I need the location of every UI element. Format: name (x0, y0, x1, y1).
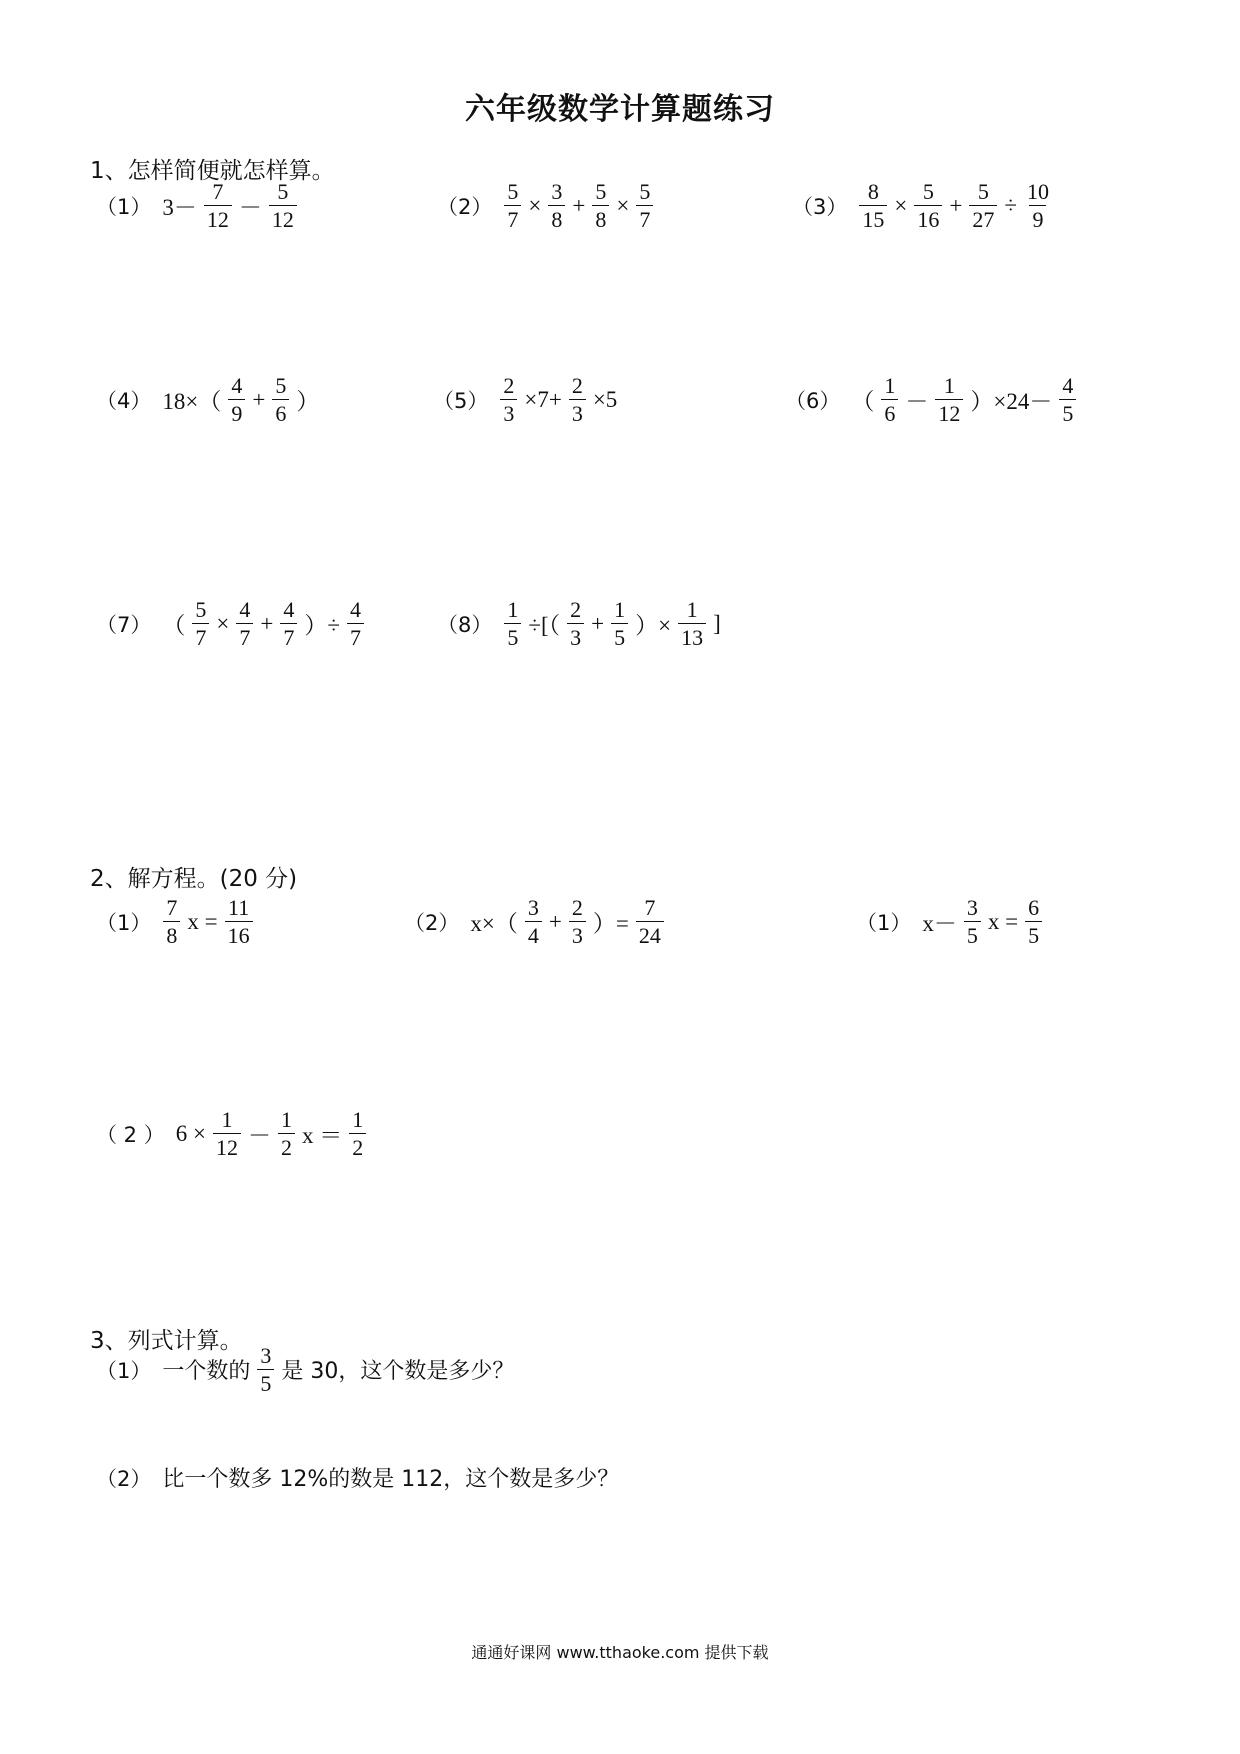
fraction-denominator: 16 (914, 205, 942, 231)
expression-text: × (894, 192, 908, 218)
fraction-denominator: 16 (225, 921, 253, 947)
fraction-numerator: 5 (922, 179, 934, 204)
fraction (678, 598, 706, 649)
expression-text: 18×（ (162, 389, 222, 415)
fraction-denominator: 5 (611, 623, 628, 649)
expression-text: 比一个数多 12%的数是 112，这个数是多少？ (162, 1467, 620, 1492)
page-title: 六年级数学计算题练习 (465, 92, 775, 127)
fraction-numerator: 2 (571, 373, 583, 398)
fraction-denominator: 6 (881, 399, 898, 425)
footer-credit: 通通好课网 www.tthaoke.com 提供下载 (471, 1643, 769, 1662)
problem-label: （1） (856, 910, 912, 935)
fraction (269, 180, 297, 231)
expression-text: ] (713, 610, 721, 636)
fraction (500, 374, 517, 425)
fraction-denominator: 27 (969, 205, 997, 231)
fraction-numerator: 7 (166, 895, 178, 920)
problem-3-2 (96, 1462, 622, 1493)
problem-1-3 (792, 180, 1056, 231)
problem-1-6 (785, 374, 1080, 425)
problem-label: （1） (96, 194, 152, 219)
fraction-numerator: 10 (1026, 179, 1049, 204)
fraction-denominator: 2 (349, 1133, 366, 1159)
problem-label: （6） (785, 388, 841, 413)
fraction-numerator: 7 (644, 895, 656, 920)
problem-1-7 (96, 598, 368, 649)
fraction-denominator: 9 (1029, 205, 1046, 231)
fraction-numerator: 4 (1062, 373, 1074, 398)
problem-label: （4） (96, 388, 152, 413)
fraction-numerator: 5 (275, 373, 287, 398)
fraction (347, 598, 364, 649)
expression-text: ×5 (592, 386, 618, 412)
fraction (525, 896, 542, 947)
expression-text: + (548, 908, 562, 934)
expression-text: + (949, 192, 963, 218)
fraction-numerator: 5 (595, 179, 607, 204)
expression-text: x ＝ (301, 1123, 343, 1149)
expression-text: 是 30，这个数是多少？ (281, 1359, 515, 1385)
problem-2-2 (404, 896, 668, 947)
fraction-denominator: 3 (569, 921, 586, 947)
fraction-denominator: 13 (678, 623, 706, 649)
fraction (636, 180, 653, 231)
problem-3-1 (96, 1344, 517, 1395)
problem-2-3 (856, 896, 1046, 947)
fraction (592, 180, 609, 231)
fraction-numerator: 1 (280, 1107, 292, 1132)
fraction-denominator: 3 (567, 623, 584, 649)
fraction-numerator: 3 (551, 179, 563, 204)
fraction-numerator: 5 (507, 179, 519, 204)
expression-text: x = (187, 908, 218, 934)
problem-2-1 (96, 896, 257, 947)
fraction (236, 598, 253, 649)
fraction-denominator: 7 (347, 623, 364, 649)
fraction-denominator: 5 (257, 1369, 274, 1395)
fraction (504, 180, 521, 231)
expression-text: x = (987, 908, 1019, 934)
fraction-numerator: 2 (571, 895, 583, 920)
fraction-numerator: 2 (503, 373, 515, 398)
fraction (204, 180, 232, 231)
fraction-denominator: 3 (569, 399, 586, 425)
fraction-denominator: 8 (163, 921, 180, 947)
problem-2-4 (96, 1108, 370, 1159)
expression-text: ）×24－ (970, 389, 1053, 415)
fraction (213, 1108, 241, 1159)
fraction-numerator: 4 (231, 373, 243, 398)
section-2-heading: 2、解方程。(20 分) (90, 866, 298, 892)
expression-text: ）÷ (304, 613, 340, 639)
fraction (569, 896, 586, 947)
fraction (569, 374, 586, 425)
fraction (611, 598, 628, 649)
fraction-numerator: 5 (277, 179, 289, 204)
fraction (163, 896, 180, 947)
fraction-numerator: 3 (966, 895, 978, 920)
expression-text: ）= (592, 911, 629, 937)
problem-label: （7） (96, 612, 152, 637)
fraction-numerator: 7 (212, 179, 224, 204)
fraction-numerator: 5 (977, 179, 989, 204)
fraction-denominator: 5 (964, 921, 981, 947)
fraction-denominator: 6 (272, 399, 289, 425)
fraction (272, 374, 289, 425)
fraction-denominator: 5 (504, 623, 521, 649)
fraction-numerator: 3 (260, 1343, 272, 1368)
fraction-numerator: 6 (1028, 895, 1040, 920)
expression-text: × (528, 192, 542, 218)
fraction-numerator: 5 (195, 597, 207, 622)
fraction-numerator: 1 (221, 1107, 233, 1132)
fraction (1024, 180, 1052, 231)
fraction-numerator: 5 (639, 179, 651, 204)
fraction-numerator: 1 (352, 1107, 364, 1132)
expression-text: ）× (635, 613, 672, 639)
fraction-numerator: 4 (283, 597, 295, 622)
fraction (504, 598, 521, 649)
expression-text: ÷ (1004, 192, 1017, 218)
fraction (257, 1344, 274, 1395)
expression-text: + (591, 610, 605, 636)
fraction (969, 180, 997, 231)
problem-1-1 (96, 180, 301, 231)
problem-label: （1） (96, 1358, 152, 1383)
fraction-denominator: 7 (280, 623, 297, 649)
expression-text: x×（ (470, 911, 518, 937)
fraction (192, 598, 209, 649)
fraction-denominator: 8 (548, 205, 565, 231)
expression-text: + (252, 386, 266, 412)
fraction-numerator: 1 (507, 597, 519, 622)
expression-text: ÷[（ (528, 613, 561, 639)
problem-label: （2） (404, 910, 460, 935)
fraction (636, 896, 664, 947)
fraction-denominator: 15 (859, 205, 887, 231)
fraction-numerator: 11 (228, 895, 250, 920)
problem-1-4 (96, 374, 322, 425)
fraction (1025, 896, 1042, 947)
fraction-numerator: 4 (349, 597, 361, 622)
expression-text: ×7+ (524, 386, 562, 412)
fraction-denominator: 3 (500, 399, 517, 425)
problem-label: （2） (437, 194, 493, 219)
fraction-numerator: 4 (239, 597, 251, 622)
fraction-numerator: 3 (527, 895, 539, 920)
fraction (228, 374, 245, 425)
fraction-denominator: 7 (236, 623, 253, 649)
fraction-denominator: 12 (269, 205, 297, 231)
fraction-denominator: 12 (213, 1133, 241, 1159)
expression-text: + (572, 192, 586, 218)
fraction-denominator: 8 (592, 205, 609, 231)
expression-text: × (616, 192, 630, 218)
fraction-denominator: 5 (1059, 399, 1076, 425)
fraction (349, 1108, 366, 1159)
fraction-denominator: 7 (192, 623, 209, 649)
fraction (935, 374, 963, 425)
fraction-numerator: 1 (884, 373, 896, 398)
fraction-numerator: 1 (614, 597, 626, 622)
expression-text: 3－ (162, 195, 197, 221)
fraction-denominator: 4 (525, 921, 542, 947)
expression-text: + (260, 610, 274, 636)
expression-text: x－ (922, 911, 957, 937)
problem-label: （1） (96, 910, 152, 935)
fraction-denominator: 5 (1025, 921, 1042, 947)
fraction-denominator: 9 (228, 399, 245, 425)
fraction-numerator: 1 (686, 597, 698, 622)
fraction (278, 1108, 295, 1159)
fraction (881, 374, 898, 425)
fraction (280, 598, 297, 649)
problem-label: （2） (96, 1466, 152, 1491)
fraction-numerator: 8 (867, 179, 879, 204)
fraction-denominator: 24 (636, 921, 664, 947)
fraction-denominator: 12 (204, 205, 232, 231)
expression-text: × (216, 610, 230, 636)
problem-1-8 (437, 598, 724, 649)
fraction-denominator: 12 (935, 399, 963, 425)
fraction-denominator: 2 (278, 1133, 295, 1159)
expression-text: － (238, 195, 262, 221)
problem-1-2 (437, 180, 657, 231)
fraction (567, 598, 584, 649)
fraction (914, 180, 942, 231)
fraction-numerator: 1 (943, 373, 955, 398)
problem-label: （ 2 ） (96, 1122, 165, 1147)
fraction-denominator: 7 (636, 205, 653, 231)
problem-label: （3） (792, 194, 848, 219)
fraction (964, 896, 981, 947)
fraction (859, 180, 887, 231)
problem-label: （5） (433, 388, 489, 413)
fraction (225, 896, 253, 947)
expression-text: － (905, 389, 929, 415)
expression-text: 一个数的 (162, 1359, 251, 1385)
fraction-denominator: 7 (504, 205, 521, 231)
expression-text: － (247, 1123, 271, 1149)
fraction (1059, 374, 1076, 425)
expression-text: （ (162, 613, 186, 639)
section-1-heading: 1、怎样简便就怎样算。 (90, 158, 335, 184)
expression-text: （ (851, 389, 875, 415)
fraction (548, 180, 565, 231)
problem-1-5 (433, 374, 620, 425)
expression-text: 6 × (175, 1120, 206, 1146)
problem-label: （8） (437, 612, 493, 637)
expression-text: ） (296, 389, 320, 415)
section-3-heading: 3、列式计算。 (90, 1328, 243, 1354)
fraction-numerator: 2 (570, 597, 582, 622)
